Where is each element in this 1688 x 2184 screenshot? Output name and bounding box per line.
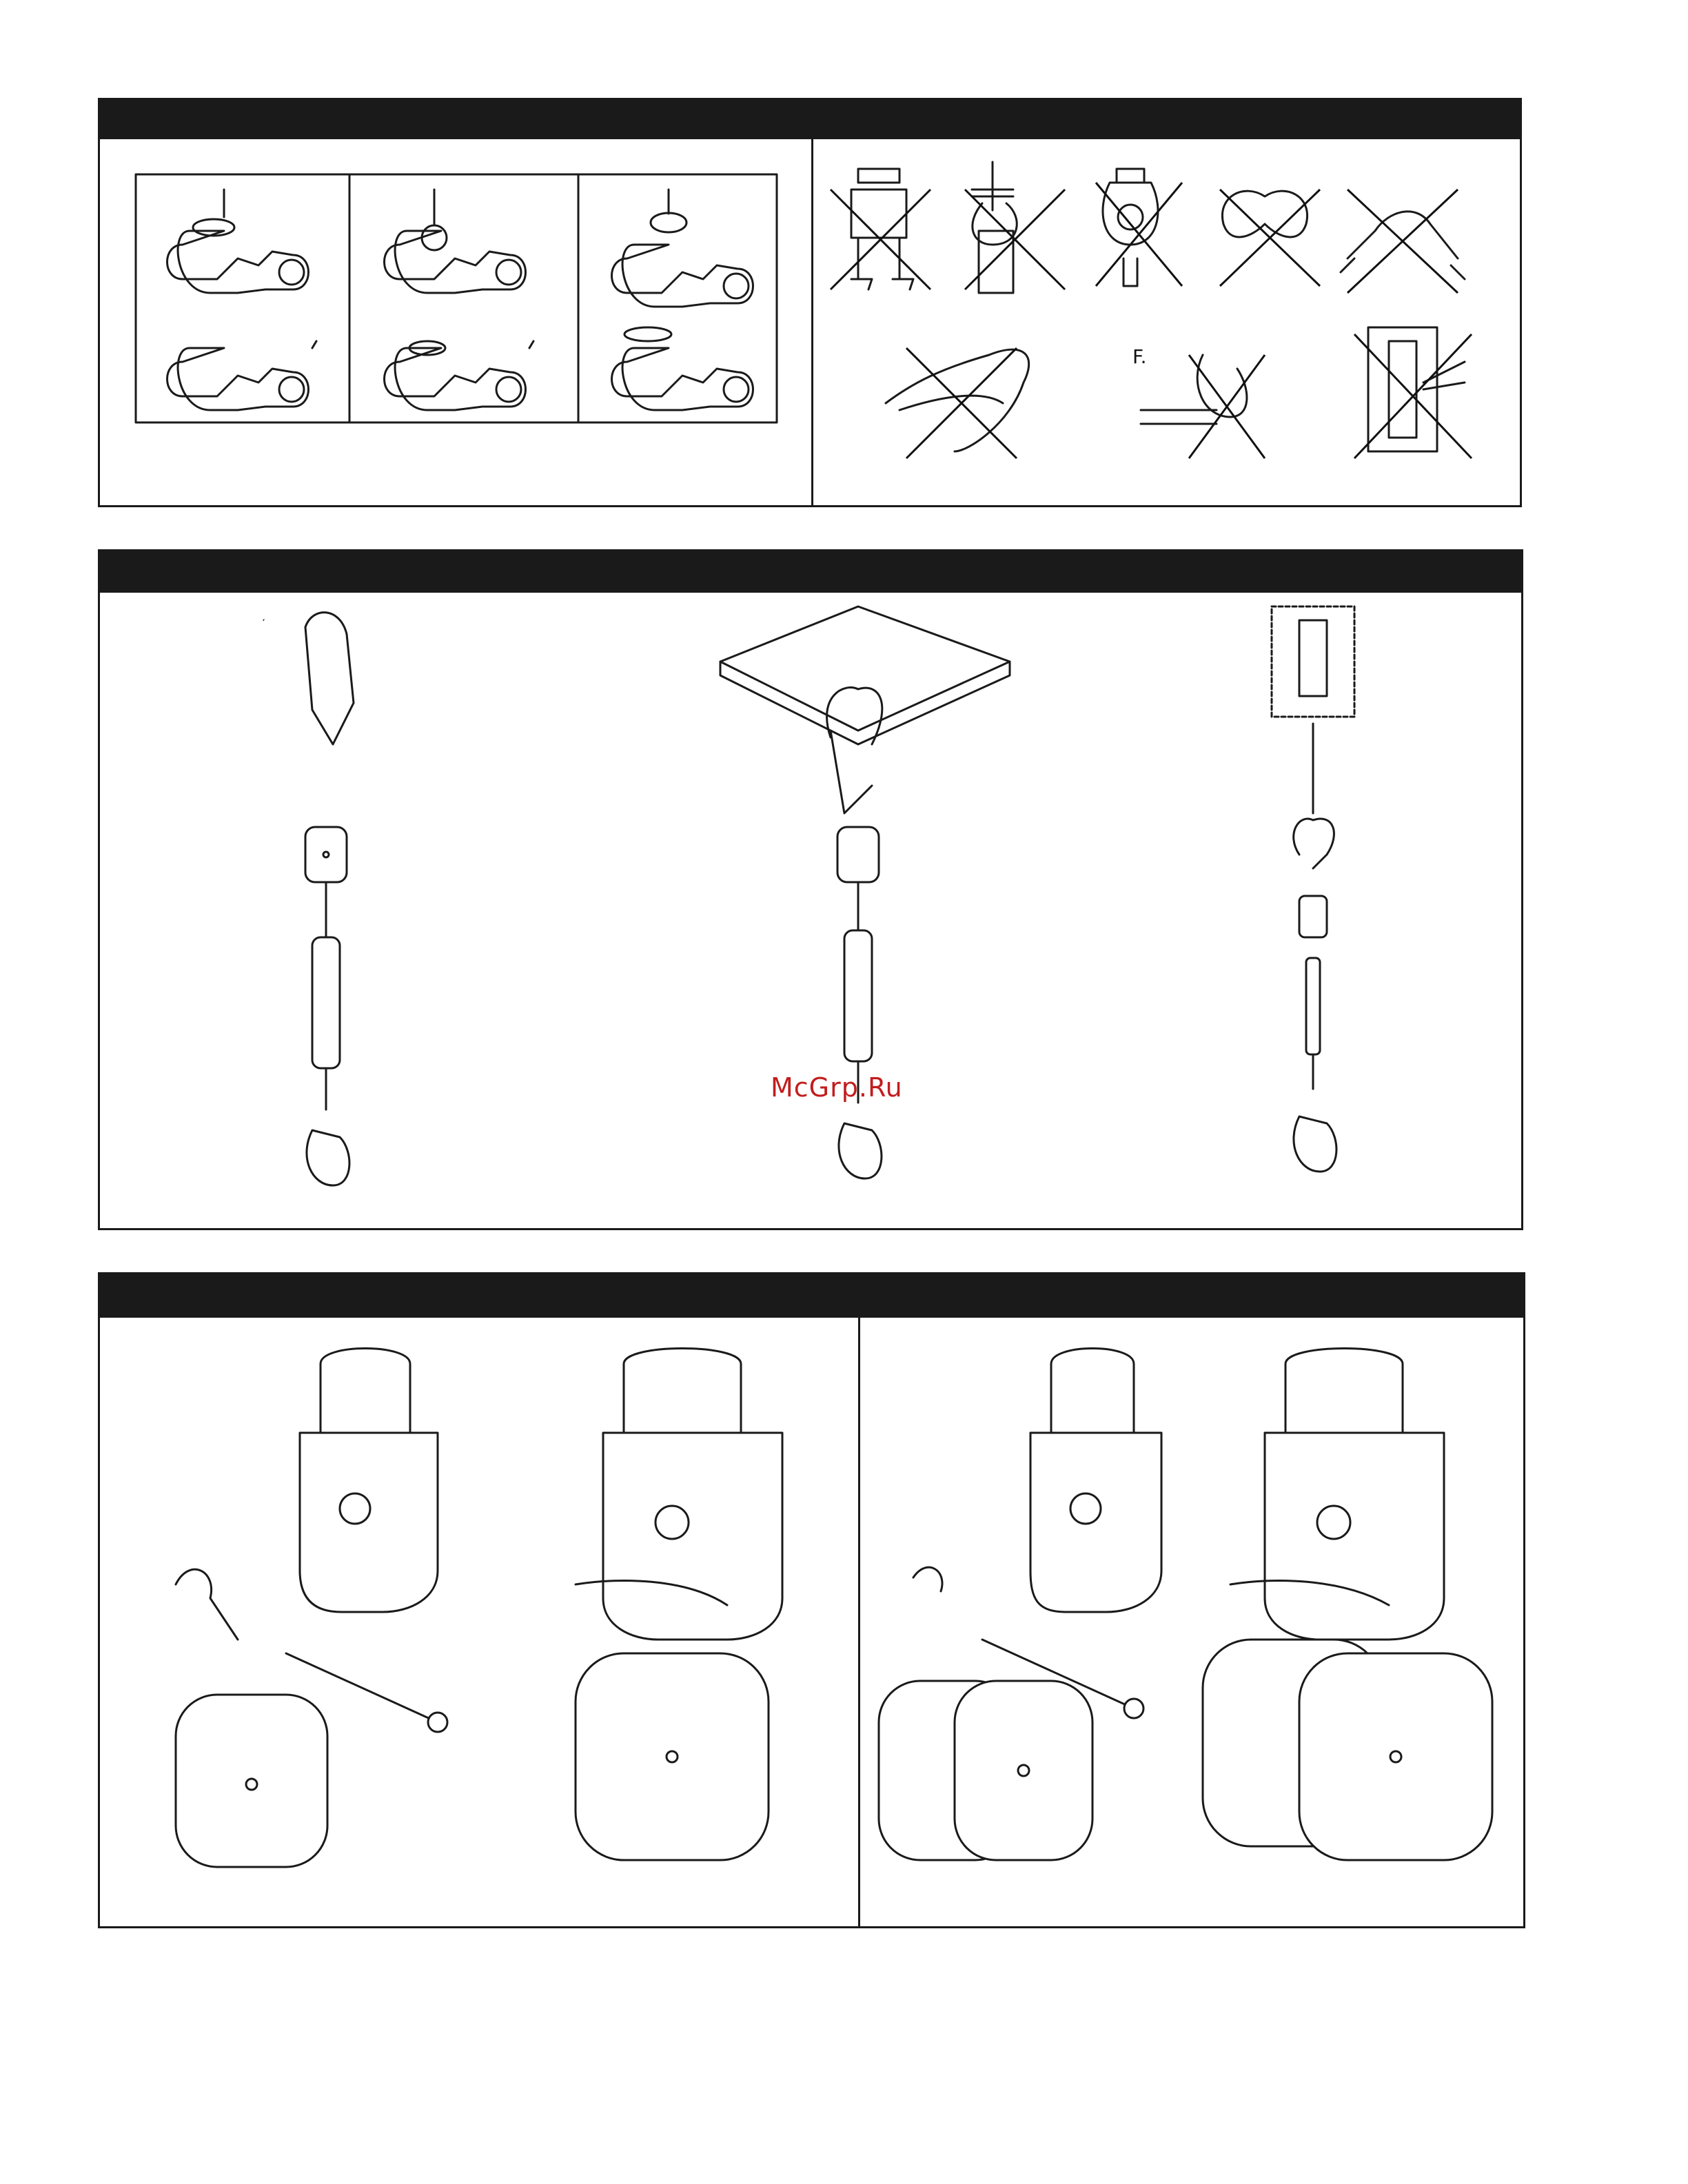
self-retracting-lifeline-icon [1299, 896, 1327, 937]
twin-srl-assembled [1203, 1350, 1520, 1895]
i-beam-anchor [1244, 606, 1382, 1199]
twin-srl-exploded [872, 1350, 1217, 1895]
single-srl-assembled [548, 1350, 851, 1895]
panel-divider [811, 100, 813, 505]
anchorage-configurations-panel [98, 549, 1523, 1230]
connection-compatibility-panel [98, 98, 1522, 507]
watermark-text: McGrp.Ru [771, 1072, 903, 1103]
self-retracting-lifeline-icon [576, 1653, 769, 1860]
self-retracting-lifeline-icon [176, 1695, 327, 1867]
panel-header-bar [100, 1274, 1523, 1318]
self-retracting-lifeline-icon [837, 827, 879, 882]
ceiling-anchor-plate [651, 606, 1037, 1199]
prohibited-x-icon [831, 169, 931, 289]
self-retracting-lifeline-icon [305, 827, 347, 882]
anchor-beam-icon [264, 606, 416, 1199]
panel-divider [858, 1274, 860, 1926]
figure-f-label: F. [1132, 345, 1147, 368]
incompatible-connections [831, 155, 1513, 500]
single-srl-exploded [148, 1350, 520, 1895]
snap-hook-icon [372, 190, 538, 410]
self-retracting-lifeline-icon [1299, 1653, 1492, 1860]
self-retracting-lifeline-icon [955, 1681, 1092, 1860]
harness-mounting-panel [98, 1272, 1525, 1928]
panel-header-bar [100, 100, 1520, 139]
panel-header-bar [100, 551, 1521, 593]
snap-hook-icon [600, 190, 765, 410]
snap-hook-icon [155, 190, 321, 410]
